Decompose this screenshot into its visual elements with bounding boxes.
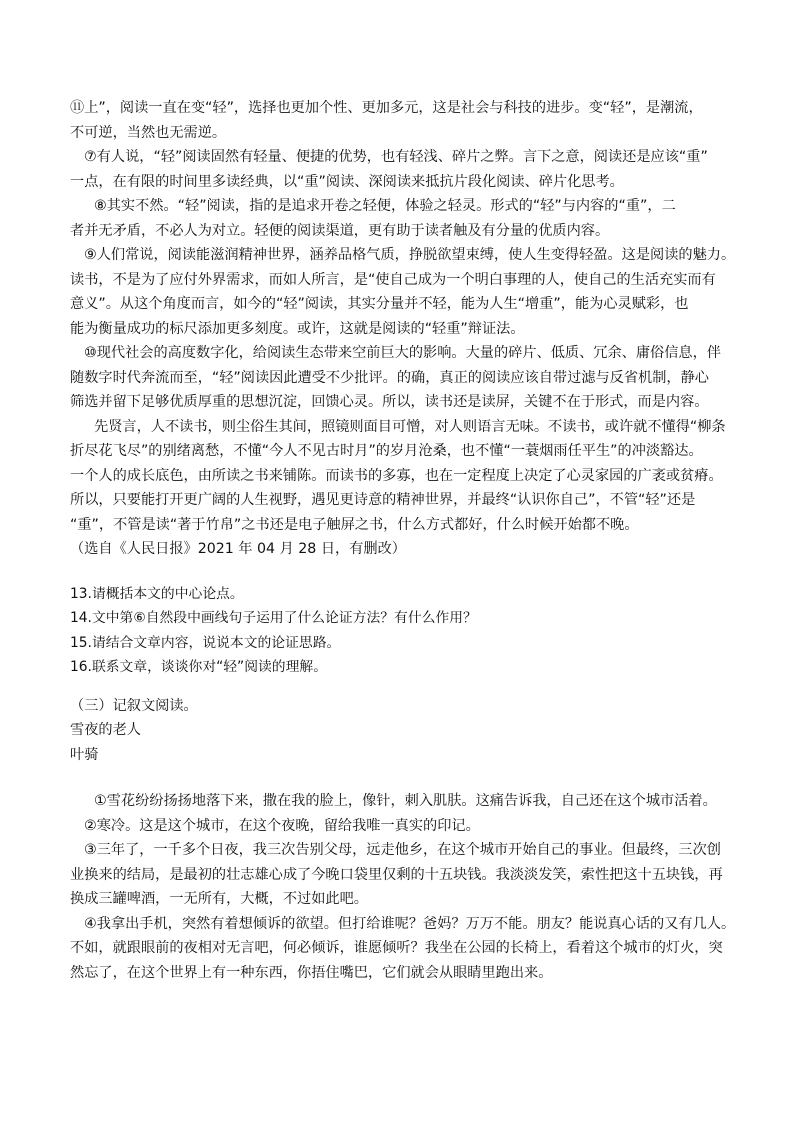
story-paragraph-2: ②寒冷。这是这个城市，在这个夜晚，留给我唯一真实的印记。 (84, 817, 480, 834)
section-heading: （三）记叙文阅读。 (70, 697, 198, 714)
narrative-story (70, 789, 736, 985)
paragraph-10-line: ⑩现代社会的高度数字化，给阅读生态带来空前巨大的影响。大量的碎片、低质、冗余、庸俗信息，伴 (84, 345, 721, 361)
story-paragraph-1: ①雪花纷纷扬扬地落下来，撒在我的脸上，像针，刺入肌肤。这痛告诉我，自己还在这个城市活着。 (94, 793, 717, 809)
article-line: 所以，只要能打开更广阔的人生视野，遇见更诗意的精神世界，并最终“认识你自己”，不管“轻”还是 (70, 492, 696, 508)
question-13: 13.请概括本文的中心论点。 (70, 585, 244, 602)
question-14: 14.文中第⑥自然段中画线句子运用了什么论证方法？有什么作用？ (70, 610, 477, 626)
story-title: 雪夜的老人 (70, 722, 141, 738)
document-page (70, 96, 736, 985)
story-paragraph-4-line: ④我拿出手机，突然有着想倾诉的欲望。但打给谁呢？爸妈？万万不能。朋友？能说真心话的又有几人。 (84, 915, 736, 932)
story-author: 叶骑 (70, 746, 99, 763)
paragraph-7-line: ⑦有人说，“轻”阅读固然有轻量、便捷的优势，也有轻浅、碎片之弊。言下之意，阅读还是应该“重” (84, 149, 708, 165)
narrative-section-header (70, 694, 730, 768)
article-line: 读书，不是为了应付外界需求，而如人所言，是“使自己成为一个明白事理的人，使自己的生活充实而有 (70, 271, 716, 288)
article-source: （选自《人民日报》2021 年 04 月 28 日，有删改） (70, 541, 406, 557)
article-line: 者并无矛盾，不必人为对立。轻便的阅读渠道，更有助于读者触及有分量的优质内容。 (70, 222, 610, 239)
spacer (70, 562, 730, 582)
article-line: 一个人的成长底色，由所读之书来铺陈。而读书的多寡，也在一定程度上决定了心灵家园的广袤或贫瘠。 (70, 467, 723, 484)
spacer (70, 767, 730, 789)
paragraph-11-line: 先贤言，人不读书，则尘俗生其间，照镜则面目可憎，对人则语言无味。不读书，或许就不懂得“柳条 (94, 418, 726, 435)
story-line: 不如，就跟眼前的夜相对无言吧，何必倾诉，谁愿倾听？我坐在公园的长椅上，看着这个城市的灯火，突 (70, 940, 723, 956)
question-15: 15.请结合文章内容，说说本文的论证思路。 (70, 634, 341, 651)
paragraph-8-line: ⑧其实不然。“轻”阅读，指的是追求开卷之轻便，体验之轻灵。形式的“轻”与内容的“重”，二 (94, 198, 676, 214)
questions-list (70, 582, 730, 680)
story-paragraph-3-line: ③三年了，一千多个日夜，我三次告别父母，远走他乡，在这个城市开始自己的事业。但最终，三次创 (84, 842, 721, 858)
story-line: 业换来的结局，是最初的壮志雄心成了今晚口袋里仅剩的十五块钱。我淡淡发笑，索性把这十五块钱，再 (70, 866, 723, 883)
article-line: 意义”。从这个角度而言，如今的“轻”阅读，其实分量并不轻，能为人生“增重”，能为心灵赋彩，也 (70, 296, 689, 312)
paragraph-9-line: ⑨人们常说，阅读能滋润精神世界，涵养品格气质，挣脱欲望束缚，使人生变得轻盈。这是阅读的魅力。 (84, 247, 736, 263)
article-line: 不可逆，当然也无需逆。 (70, 124, 227, 141)
article-line: 随数字时代奔流而至，“轻”阅读因此遭受不少批评。的确，真正的阅读应该自带过滤与反省机制，静心 (70, 369, 709, 386)
article-line: ⑪上”，阅读一直在变“轻”，选择也更加个性、更加多元，这是社会与科技的进步。变“轻”，是潮流， (70, 100, 703, 116)
spacer (70, 680, 730, 694)
article-line: 能为衡量成功的标尺添加更多刻度。或许，这就是阅读的“轻重”辩证法。 (70, 320, 525, 337)
article-line: 折尽花飞尽”的别绪离愁，不懂“今人不见古时月”的岁月沧桑，也不懂“一蓑烟雨任平生”的冲淡豁达。 (70, 443, 703, 459)
question-16: 16.联系文章，谈谈你对“轻”阅读的理解。 (70, 659, 327, 675)
story-line: 换成三罐啤酒，一无所有，大概，不过如此吧。 (70, 891, 368, 907)
article-line: 筛选并留下足够优质厚重的思想沉淀，回馈心灵。所以，读书还是读屏，关键不在于形式，而是内容。 (70, 394, 709, 410)
article-line: 一点，在有限的时间里多读经典，以“重”阅读、深阅读来抵抗片段化阅读、碎片化思考。 (70, 173, 624, 190)
story-line: 然忘了，在这个世界上有一种东西，你捂住嘴巴，它们就会从眼睛里跑出来。 (70, 964, 553, 981)
argumentative-article (70, 96, 736, 562)
article-line: “重”，不管是读“著于竹帛”之书还是电子触屏之书，什么方式都好，什么时候开始都不晚。 (70, 516, 639, 533)
